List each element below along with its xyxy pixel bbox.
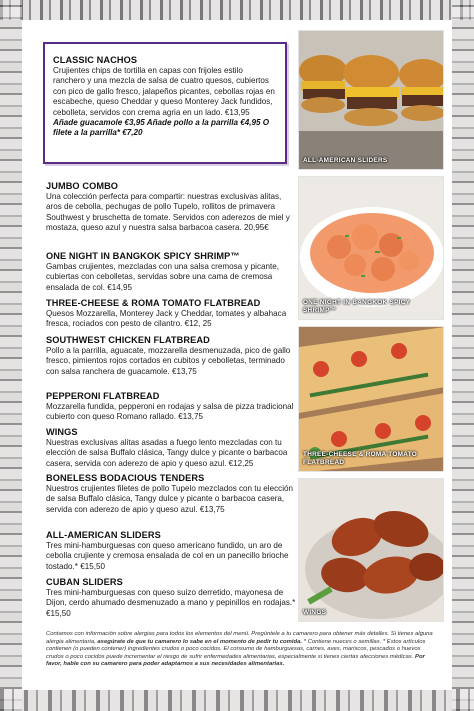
item-desc: Nuestras exclusivas alitas asadas a fuego lento mezcladas con tu elección de salsa Buffalo clásica, Tangy dulce y picante o barbacoa casera, servida con aderezo de apio y queso azul. €12,25	[46, 438, 288, 468]
menu-item-wings	[46, 427, 298, 469]
menu-item-three-cheese-flatbread	[46, 298, 298, 330]
menu-page	[22, 20, 452, 690]
photo-bangkok-shrimp	[298, 176, 444, 320]
item-title: PEPPERONI FLATBREAD	[46, 391, 160, 401]
grunge-border-top	[0, 0, 474, 20]
photo-label: ALL-AMERICAN SLIDERS	[303, 157, 388, 164]
item-desc: Mozzarella fundida, pepperoni en rodajas y salsa de pizza tradicional cubierto con queso Romano rallado. €13,75	[46, 402, 294, 422]
grunge-border-right	[452, 0, 474, 711]
item-title: CUBAN SLIDERS	[46, 577, 123, 587]
sliders-photo-icon	[299, 31, 444, 170]
photo-label: THREE-CHEESE & ROMA TOMATO FLATBREAD	[303, 451, 418, 466]
item-desc: Quesos Mozzarella, Monterey Jack y Cheddar, tomates y albahaca fresca, rociados con pesto de cilantro. €12, 25	[46, 309, 287, 329]
footer-bold-text: asegúrate de que tu camarero lo sabe en el momento de pedir tu comida.	[97, 638, 302, 645]
item-title: BONELESS BODACIOUS TENDERS	[46, 473, 205, 483]
grunge-border-left	[0, 0, 22, 711]
menu-item-bangkok-shrimp	[46, 251, 298, 293]
item-title: SOUTHWEST CHICKEN FLATBREAD	[46, 335, 210, 345]
item-desc: Una colección perfecta para compartir: nuestras exclusivas alitas, aros de cebolla, pechugas de pollo Tupelo, rollitos de primavera Southwest y bruschetta de tomate. Servidos con aderezos de miel y mostaza, queso azul y nuestra salsa barbacoa casera. 20,95€	[46, 192, 290, 233]
menu-item-southwest-flatbread	[46, 335, 298, 377]
menu-items-column	[46, 42, 298, 618]
item-title-classic-nachos: CLASSIC NACHOS	[53, 55, 138, 65]
photo-three-cheese-flatbread	[298, 326, 444, 472]
item-title: WINGS	[46, 427, 78, 437]
photo-wings	[298, 478, 444, 622]
menu-item-all-american-sliders	[46, 530, 298, 572]
footer-text: * Contiene nueces o semillas. * Estos artículos contienen (o pueden contener) ingredientes crudos o poco cocidos. El consumo de hamburguesas, carnes, aves, mariscos, pescados o huevos crudos o poco cocidos puede incrementar el riesgo de sufrir enfermedades alimentarias, especialmente si tienes ciertas afecciones médicas.	[46, 638, 426, 660]
menu-item-boneless-tenders	[46, 473, 298, 515]
photo-label: ONE NIGHT IN BANGKOK SPICY SHRIMP™	[303, 299, 411, 314]
wings-photo-icon	[299, 479, 444, 622]
menu-item-jumbo-combo	[46, 181, 298, 234]
photo-all-american-sliders	[298, 30, 444, 170]
allergy-footer-note	[46, 631, 436, 669]
item-desc: Tres mini-hamburguesas con queso suizo derretido, mayonesa de Dijon, cerdo ahumado desmenuzado a mano y pepinillos en rodajas.* €15,50	[46, 588, 296, 618]
item-desc: Pollo a la parrilla, aguacate, mozzarella desmenuzada, pico de gallo fresco, pimientos rojos cortados en cubitos y cebolletas, terminado con salsa ranchera de guacamole. €13,75	[46, 346, 291, 376]
featured-item-box	[43, 42, 287, 164]
item-title: JUMBO COMBO	[46, 181, 119, 191]
footer-text: Contamos con información sobre alergias para todos los elementos del menú. Pregúntele a tu camarero para obtener más detalles. Si tienes alguna alergia alimentaria,	[46, 631, 433, 645]
item-title: THREE-CHEESE & ROMA TOMATO FLATBREAD	[46, 298, 261, 308]
item-addons-classic-nachos: Añade guacamole €3,95 Añade pollo a la parrilla €4,95 O filete a la parrilla* €7,20	[53, 118, 270, 138]
grunge-border-bottom	[0, 689, 474, 711]
menu-item-pepperoni-flatbread	[46, 391, 298, 423]
item-desc-classic-nachos: Crujientes chips de tortilla en capas con frijoles estilo ranchero y una mezcla de salsa de cuatro quesos, cubiertos con pico de gallo fresco, jalapeños picantes, cebollas rojas en escabeche, queso Cheddar y queso Monterey Jack fundidos, cebolleta, servidos con crema agria en un lado. €13,95	[53, 66, 275, 117]
item-title: ALL-AMERICAN SLIDERS	[46, 530, 161, 540]
menu-item-cuban-sliders	[46, 577, 298, 619]
item-desc: Nuestros crujientes filetes de pollo Tupelo mezclados con tu elección de salsa Buffalo clásica, Tangy dulce y picante o barbacoa casera, servida con aderezo de apio y queso azul. €13,75	[46, 484, 293, 514]
footer-bold-text: Por favor, hable con su camarero para poder adaptarnos a sus necesidades alimentarias.	[46, 653, 425, 668]
item-title: ONE NIGHT IN BANGKOK SPICY SHRIMP™	[46, 251, 240, 261]
item-desc: Gambas crujientes, mezcladas con una salsa cremosa y picante, cubiertas con cebolletas, servidas sobre una cama de cremosa ensalada de col. €14,95	[46, 262, 280, 292]
item-desc: Tres mini-hamburguesas con queso americano fundido, un aro de cebolla crujiente y cremosa ensalada de col en un panecillo brioche tostado.* €15,50	[46, 541, 289, 571]
photo-label: WINGS	[303, 609, 327, 616]
